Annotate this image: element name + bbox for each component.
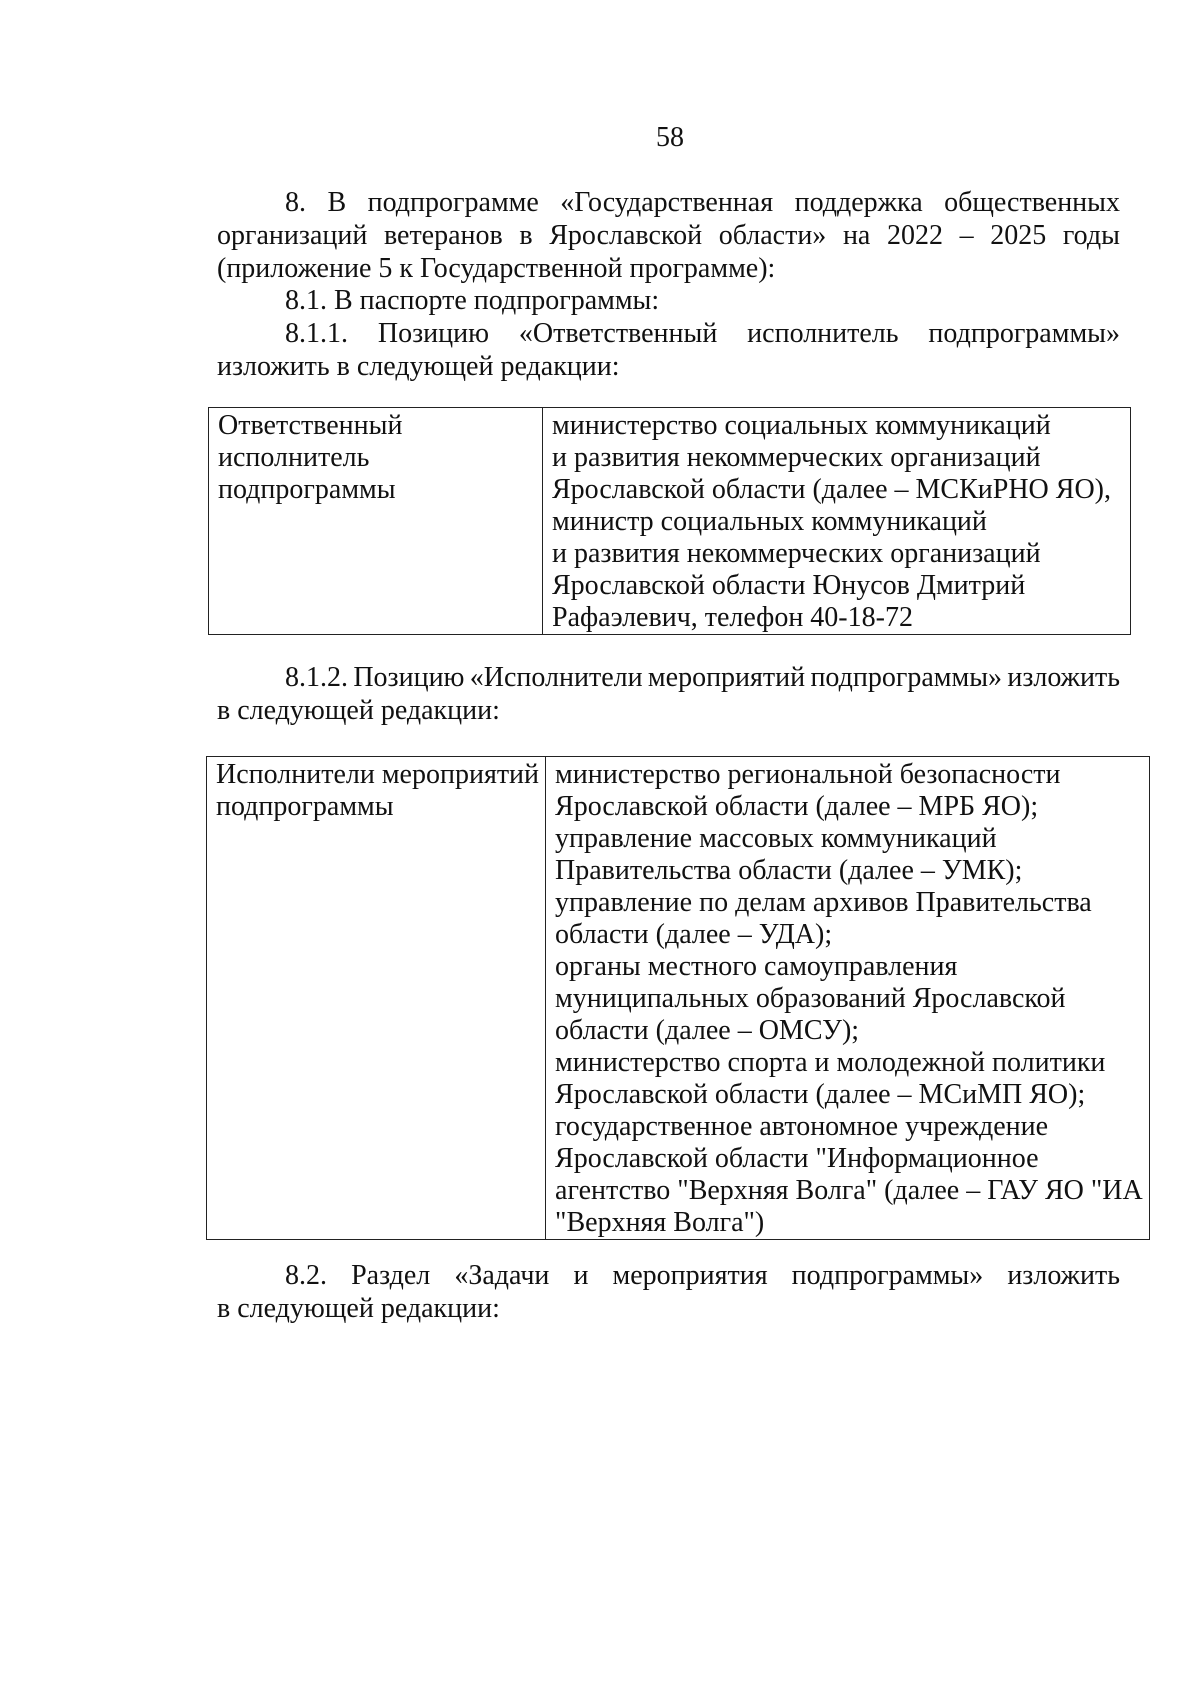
cell-line: министерство социальных коммуникаций — [552, 410, 1051, 441]
word: подпрограммы» — [791, 1260, 984, 1291]
cell-line: Ярославской области (далее – МРБ ЯО); — [555, 791, 1039, 822]
paragraph-8-1-1-line-1 — [217, 317, 1120, 350]
cell-line: Ярославской области "Информационное — [555, 1143, 1039, 1174]
cell-line: управление по делам архивов Правительства — [555, 887, 1092, 918]
table-row — [209, 408, 1131, 635]
paragraph-8-1-2-line-1 — [217, 661, 1120, 694]
word: 2025 — [990, 220, 1047, 251]
word: «Ответственный — [518, 318, 718, 349]
word: подпрограммы» — [928, 318, 1120, 349]
cell-line: "Верхняя Волга") — [555, 1207, 765, 1238]
word: годы — [1062, 220, 1120, 251]
word: Позицию — [353, 662, 465, 693]
paragraph-8-line-2 — [217, 219, 1120, 252]
paragraph-8-1-text: 8.1. В паспорте подпрограммы: — [285, 285, 660, 316]
paragraph-8-2 — [217, 1259, 1120, 1325]
word: «Задачи — [454, 1260, 550, 1291]
cell-line: области (далее – УДА); — [555, 919, 833, 950]
word: поддержка — [794, 187, 923, 218]
paragraph-8-2-line-2: в следующей редакции: — [217, 1293, 500, 1324]
paragraph-8-line-3: (приложение 5 к Государственной программе): — [217, 253, 776, 284]
word: 2022 — [886, 220, 943, 251]
table-activity-executors — [206, 756, 1150, 1240]
word: 8. — [285, 187, 306, 218]
table-cell-label — [207, 757, 546, 1240]
word: Ярославской — [549, 220, 703, 251]
cell-line: министерство региональной безопасности — [555, 759, 1061, 790]
word: Раздел — [351, 1260, 431, 1291]
paragraph-8 — [217, 186, 1120, 285]
word: «Исполнители — [469, 662, 643, 693]
word: 8.1.2. — [285, 662, 348, 693]
table-responsible-executor — [208, 407, 1131, 635]
word: Позицию — [377, 318, 490, 349]
cell-line: муниципальных образований Ярославской — [555, 983, 1066, 1014]
table-cell-label — [209, 408, 543, 635]
cell-line: подпрограммы — [218, 474, 396, 505]
paragraph-8-1-2 — [217, 661, 1120, 727]
page-number: 58 — [656, 122, 684, 153]
word: 8.2. — [285, 1260, 327, 1291]
cell-line: Ярославской области (далее – МСиМП ЯО); — [555, 1079, 1086, 1110]
paragraph-8-1-2-line-2: в следующей редакции: — [217, 695, 500, 726]
word: 8.1.1. — [285, 318, 348, 349]
paragraph-8-2-line-1 — [217, 1259, 1120, 1292]
cell-line: государственное автономное учреждение — [555, 1111, 1049, 1142]
word: мероприятия — [612, 1260, 768, 1291]
word: В — [327, 187, 347, 218]
cell-line: подпрограммы — [216, 791, 394, 822]
cell-line: Рафаэлевич, телефон 40-18-72 — [552, 602, 913, 633]
cell-line: Ответственный — [218, 410, 403, 441]
cell-line: области (далее – ОМСУ); — [555, 1015, 860, 1046]
table-row — [207, 757, 1150, 1240]
word: в — [519, 220, 533, 251]
word: подпрограммы» — [810, 662, 1003, 693]
word: на — [842, 220, 871, 251]
cell-line: исполнитель — [218, 442, 370, 473]
cell-line: министерство спорта и молодежной политики — [555, 1047, 1106, 1078]
word: изложить — [1007, 662, 1120, 693]
word: и — [573, 1260, 589, 1291]
table-cell-value — [546, 757, 1150, 1240]
word: «Государственная — [560, 187, 774, 218]
word: – — [959, 220, 974, 251]
word: области» — [718, 220, 827, 251]
word: ветеранов — [383, 220, 503, 251]
word: подпрограмме — [367, 187, 539, 218]
paragraph-8-1-1-line-2: изложить в следующей редакции: — [217, 351, 620, 382]
word: мероприятий — [647, 662, 806, 693]
cell-line: Ярославской области Юнусов Дмитрий — [552, 570, 1026, 601]
cell-line: агентство "Верхняя Волга" (далее – ГАУ ЯО "ИА — [555, 1175, 1143, 1206]
cell-line: Ярославской области (далее – МСКиРНО ЯО), — [552, 474, 1111, 505]
word: общественных — [944, 187, 1120, 218]
table-cell-value — [543, 408, 1131, 635]
word: изложить — [1007, 1260, 1120, 1291]
paragraph-8-1 — [217, 284, 1120, 317]
cell-line: Правительства области (далее – УМК); — [555, 855, 1023, 886]
paragraph-8-line-1 — [217, 186, 1120, 219]
word: организаций — [217, 220, 368, 251]
cell-line: управление массовых коммуникаций — [555, 823, 997, 854]
cell-line: и развития некоммерческих организаций — [552, 442, 1041, 473]
cell-line: министр социальных коммуникаций — [552, 506, 987, 537]
paragraph-8-1-1 — [217, 317, 1120, 383]
cell-line: Исполнители мероприятий — [216, 759, 540, 790]
word: исполнитель — [747, 318, 899, 349]
cell-line: органы местного самоуправления — [555, 951, 958, 982]
cell-line: и развития некоммерческих организаций — [552, 538, 1041, 569]
